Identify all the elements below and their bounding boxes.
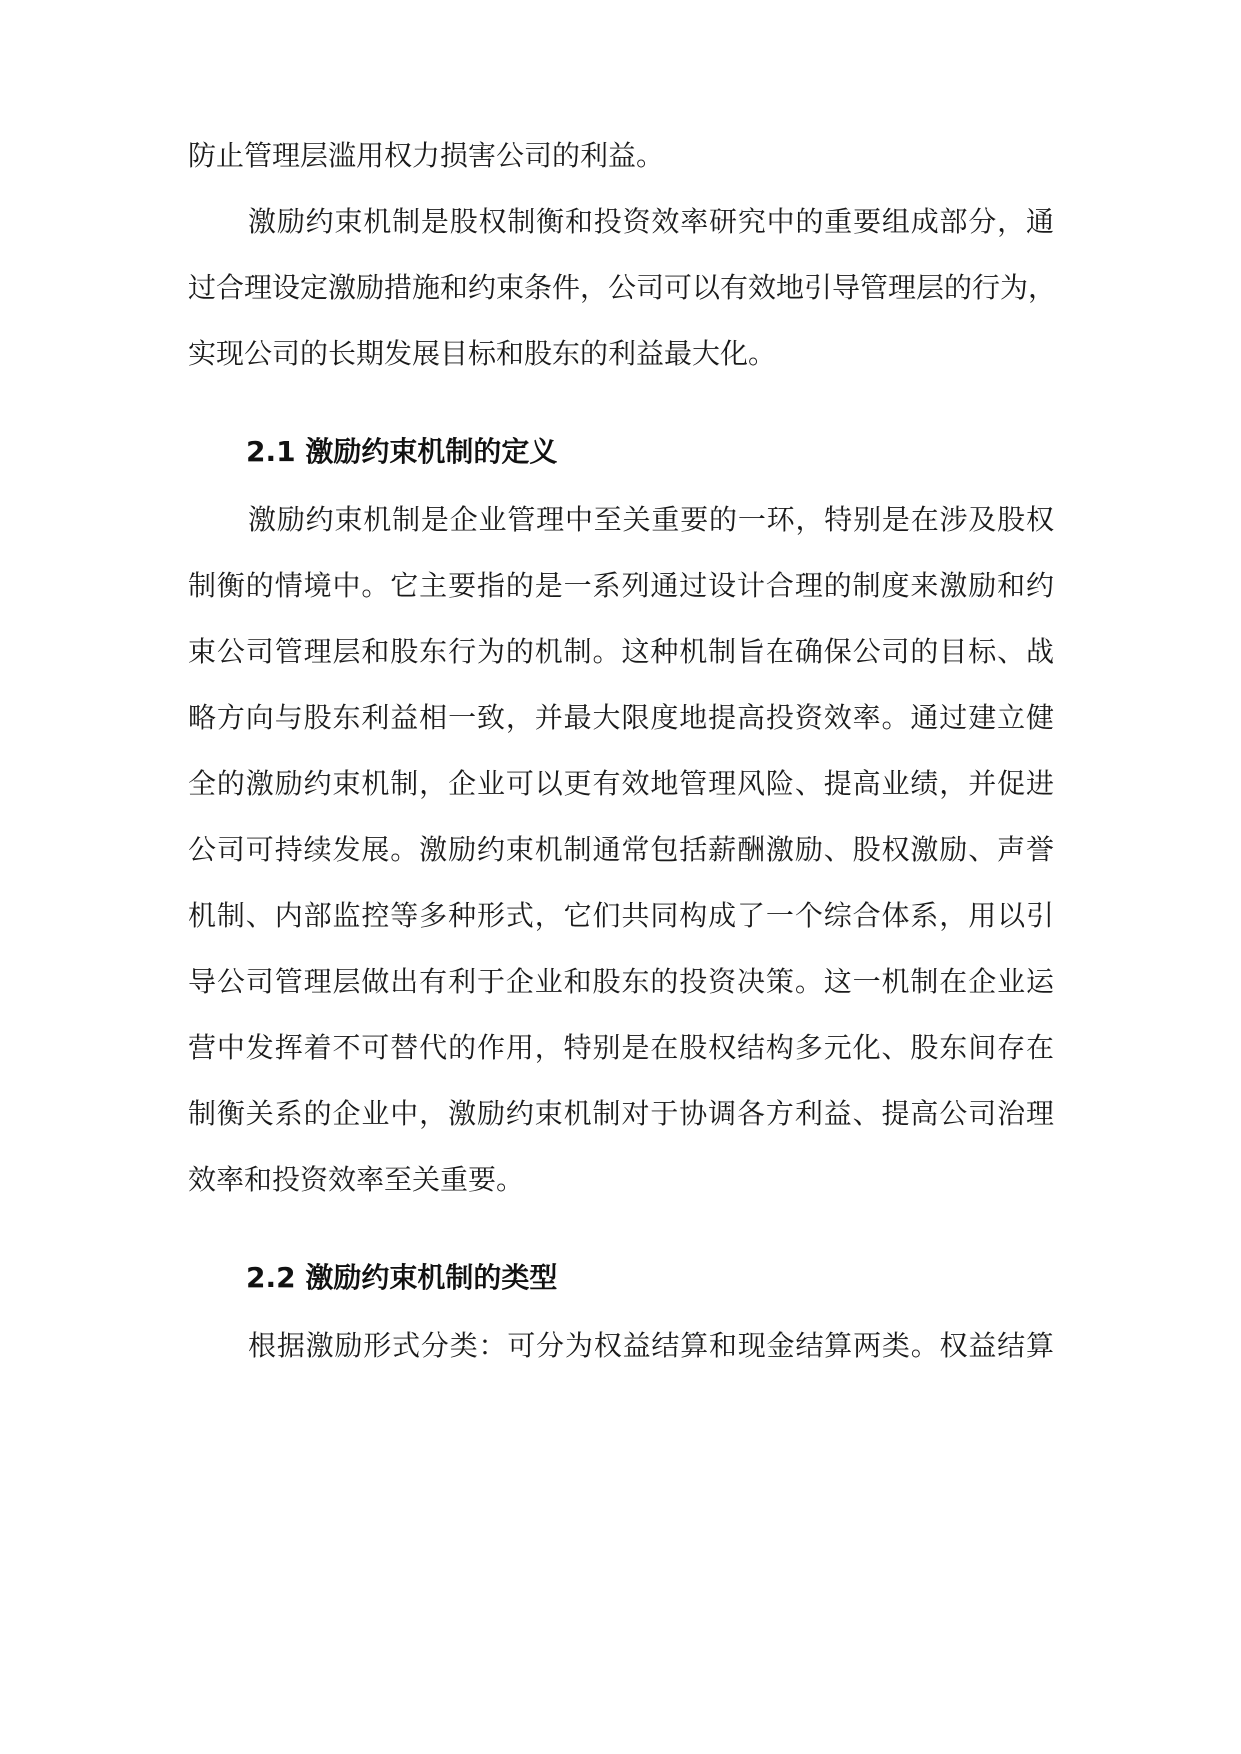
paragraph-line: 略方向与股东利益相一致，并最大限度地提高投资效率。通过建立健 bbox=[188, 701, 1054, 734]
paragraph-line: 制衡的情境中。它主要指的是一系列通过设计合理的制度来激励和约 bbox=[188, 569, 1054, 602]
paragraph-line: 过合理设定激励措施和约束条件，公司可以有效地引导管理层的行为， bbox=[188, 271, 1057, 304]
paragraph-line: 公司可持续发展。激励约束机制通常包括薪酬激励、股权激励、声誉 bbox=[188, 833, 1054, 866]
paragraph-line: 营中发挥着不可替代的作用，特别是在股权结构多元化、股东间存在 bbox=[188, 1031, 1054, 1064]
paragraph-line: 激励约束机制是股权制衡和投资效率研究中的重要组成部分，通 bbox=[248, 205, 1054, 238]
paragraph-line: 防止管理层滥用权力损害公司的利益。 bbox=[188, 139, 665, 172]
paragraph-line: 束公司管理层和股东行为的机制。这种机制旨在确保公司的目标、战 bbox=[188, 635, 1054, 668]
section-heading-2-2: 2.2 激励约束机制的类型 bbox=[246, 1261, 558, 1294]
paragraph-line: 全的激励约束机制，企业可以更有效地管理风险、提高业绩，并促进 bbox=[188, 767, 1054, 800]
paragraph-line: 实现公司的长期发展目标和股东的利益最大化。 bbox=[188, 337, 777, 370]
paragraph-line: 导公司管理层做出有利于企业和股东的投资决策。这一机制在企业运 bbox=[188, 965, 1054, 998]
paragraph-line: 制衡关系的企业中，激励约束机制对于协调各方利益、提高公司治理 bbox=[188, 1097, 1054, 1130]
paragraph-line: 根据激励形式分类：可分为权益结算和现金结算两类。权益结算 bbox=[248, 1329, 1054, 1362]
section-heading-2-1: 2.1 激励约束机制的定义 bbox=[246, 435, 558, 468]
paragraph-line: 机制、内部监控等多种形式，它们共同构成了一个综合体系，用以引 bbox=[188, 899, 1054, 932]
paragraph-line: 激励约束机制是企业管理中至关重要的一环，特别是在涉及股权 bbox=[248, 503, 1054, 536]
paragraph-line: 效率和投资效率至关重要。 bbox=[188, 1163, 525, 1196]
